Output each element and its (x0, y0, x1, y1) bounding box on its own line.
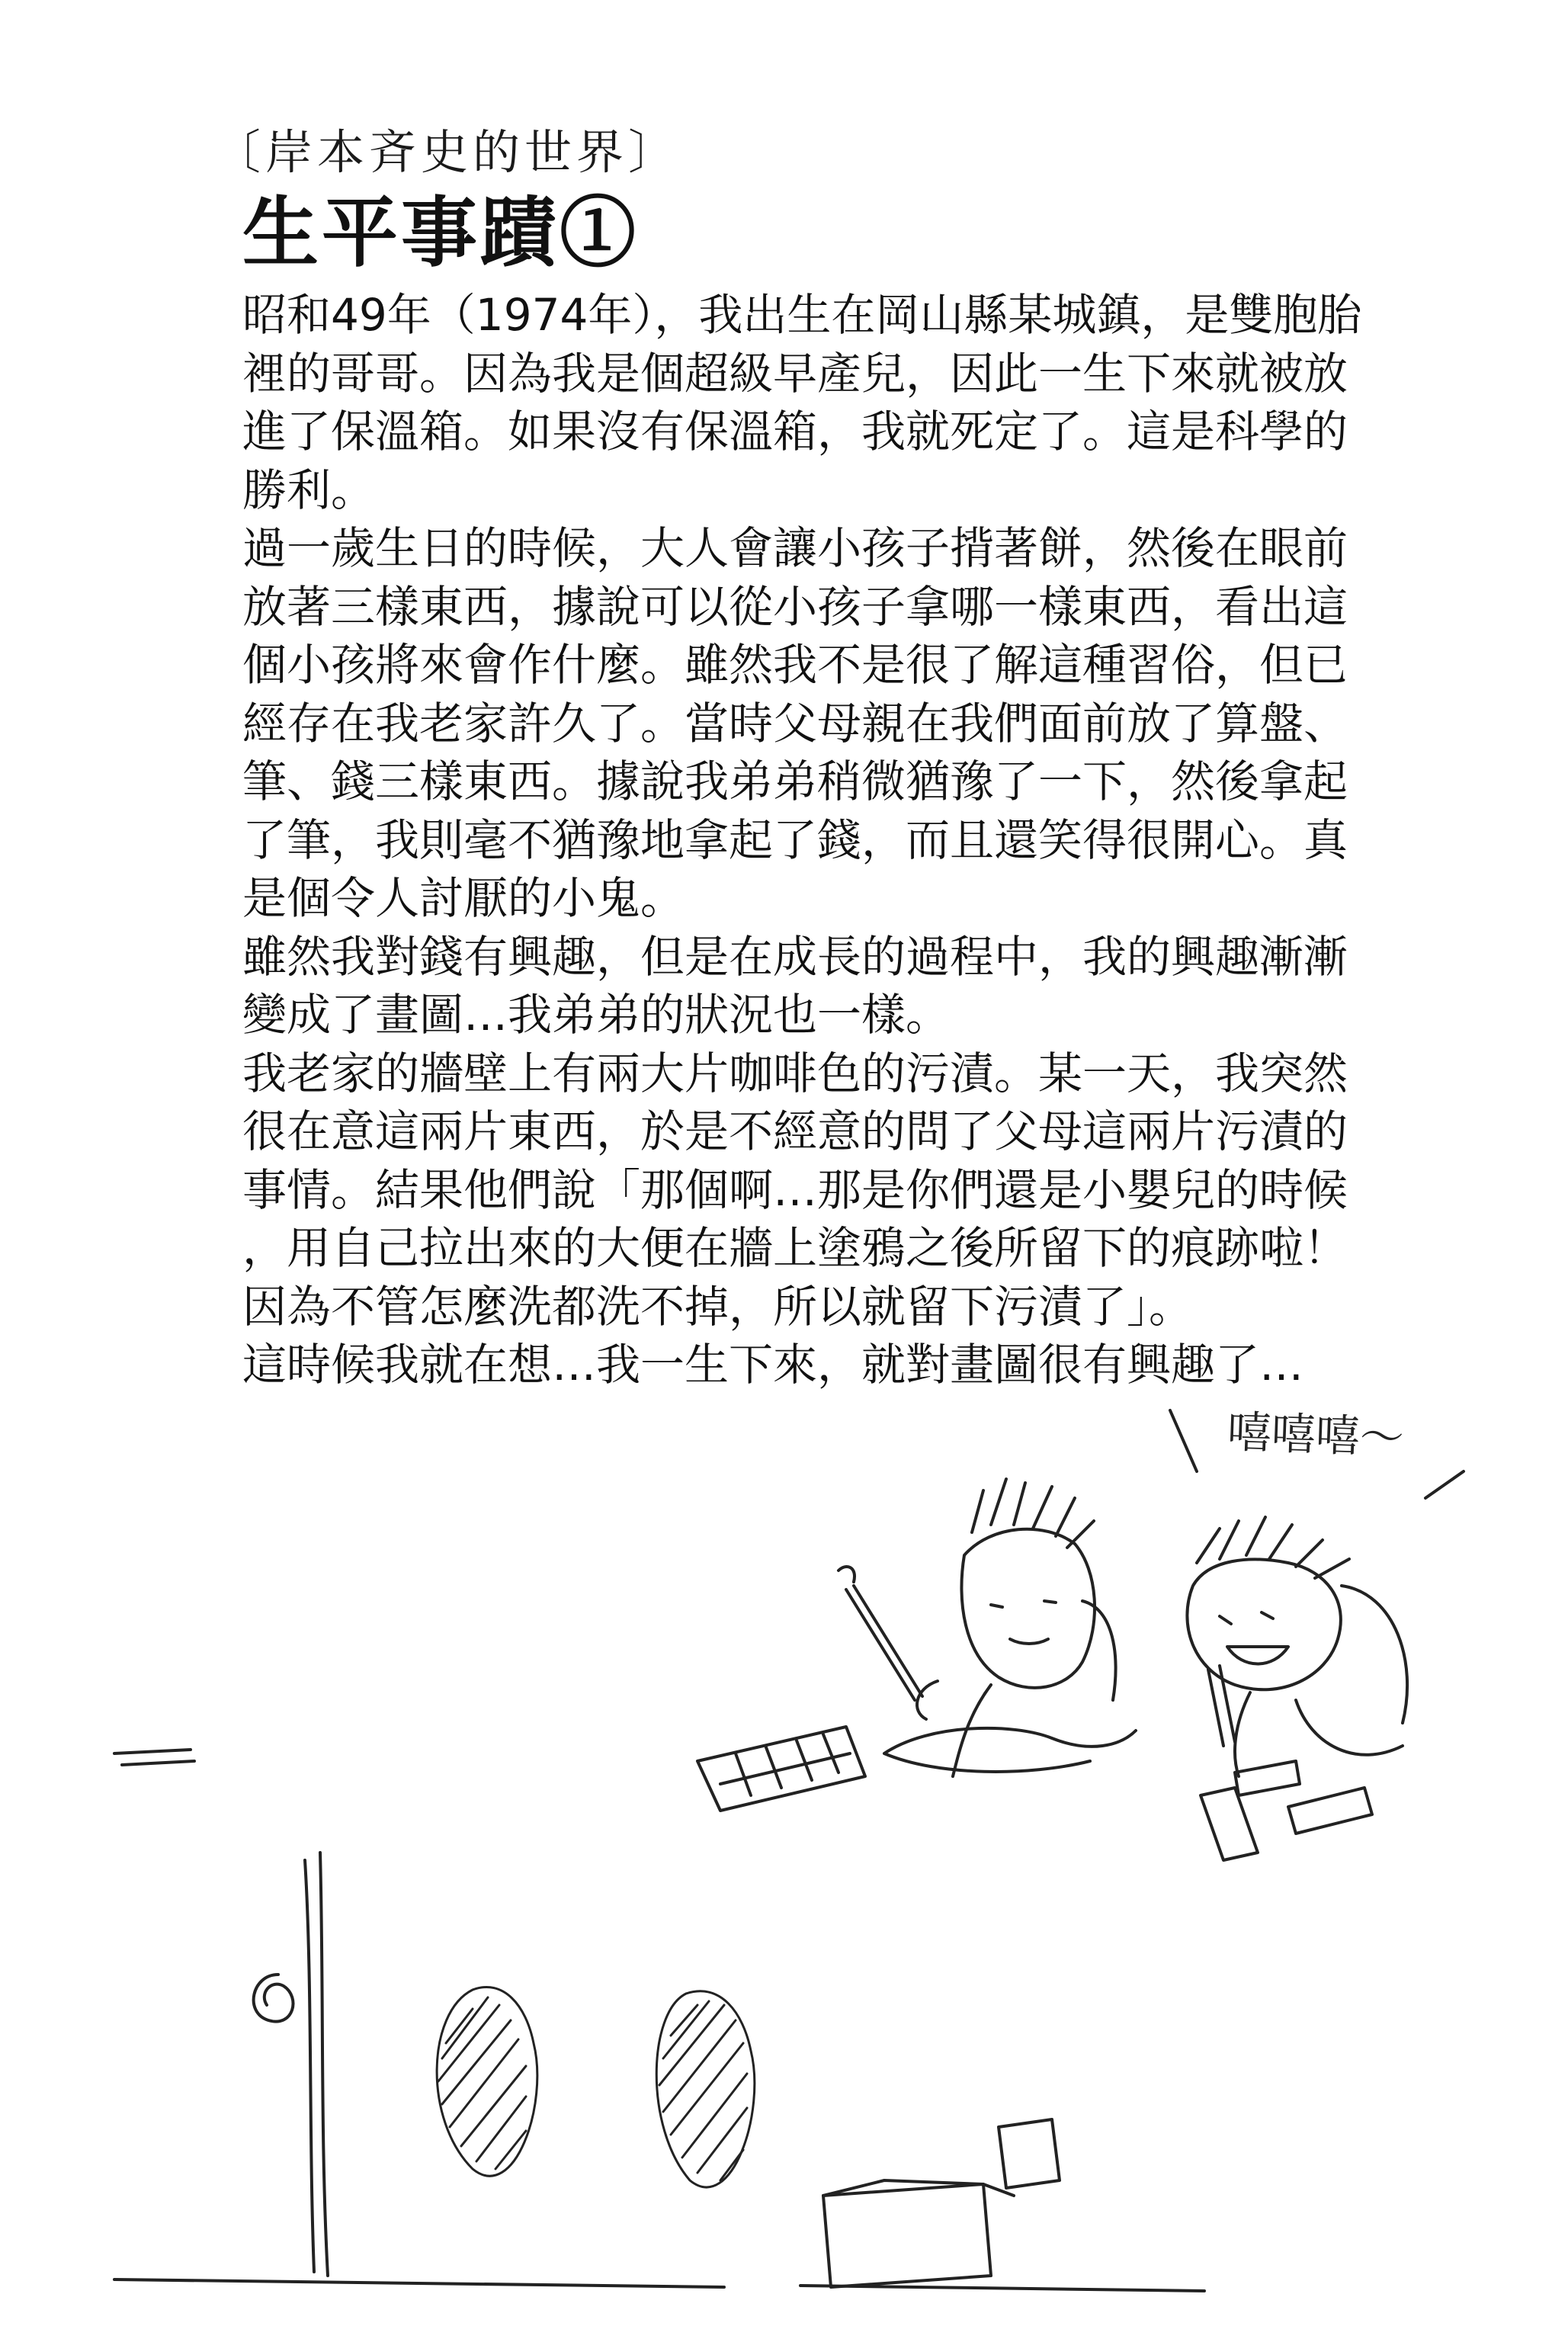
page-title: 生平事蹟① (242, 188, 639, 278)
wall-stain-right (656, 1991, 755, 2187)
paragraph-drawing-interest: 雖然我對錢有興趣，但是在成長的過程中，我的興趣漸漸 變成了畫圖…我弟弟的狀況也一樣。 (242, 930, 1348, 1041)
paragraph-wall-stains: 我老家的牆壁上有兩大片咖啡色的污漬。某一天，我突然 很在意這兩片東西，於是不經意的問了父母這兩片污漬的 事情。結果他們說「那個啊…那是你們還是小嬰兒的時候 ，用自己拉出來的大便在牆上塗鴉之後所留下的痕跡啦！ 因為不管怎麼洗都洗不掉，所以就留下污漬了」。 (242, 1047, 1348, 1333)
speech-mark-right (1425, 1471, 1464, 1498)
money-sketch (1201, 1761, 1372, 1860)
paragraph-first-birthday: 過一歲生日的時候，大人會讓小孩子揹著餅，然後在眼前 放著三樣東西，據說可以從小孩子拿哪一樣東西，看出這 個小孩將來會作什麼。雖然我不是很了解這種習俗，但已 經存在我老家許久了。當時父母親在我們面前放了算盤、 筆、錢三樣東西。據說我弟弟稍微猶豫了一下，然後拿起 了筆，我則毫不猶豫地拿起了錢，而且還笑得很開心。真 是個令人討厭的小鬼。 (242, 522, 1348, 924)
baby-brush-sketch (839, 1479, 1136, 1776)
wall-sketch (114, 1750, 1204, 2291)
abacus-sketch (697, 1727, 865, 1811)
body-text (242, 286, 1363, 1394)
laugh-caption: 嘻嘻嘻～ (1226, 1405, 1405, 1465)
baby-laughing-sketch (1187, 1517, 1407, 1776)
box-sketch (823, 2119, 1060, 2287)
paragraph-birth: 昭和49年（1974年），我出生在岡山縣某城鎮，是雙胞胎 裡的哥哥。因為我是個超級早產兒，因此一生下來就被放 進了保溫箱。如果沒有保溫箱，我就死定了。這是科學的 勝利。 (242, 289, 1362, 516)
speech-mark-left (1170, 1410, 1197, 1471)
paragraph-conclusion: 這時候我就在想…我一生下來，就對畫圖很有興趣了… (242, 1339, 1304, 1391)
series-title: 〔岸本斉史的世界〕 (213, 124, 681, 180)
wall-stain-left (437, 1987, 537, 2176)
